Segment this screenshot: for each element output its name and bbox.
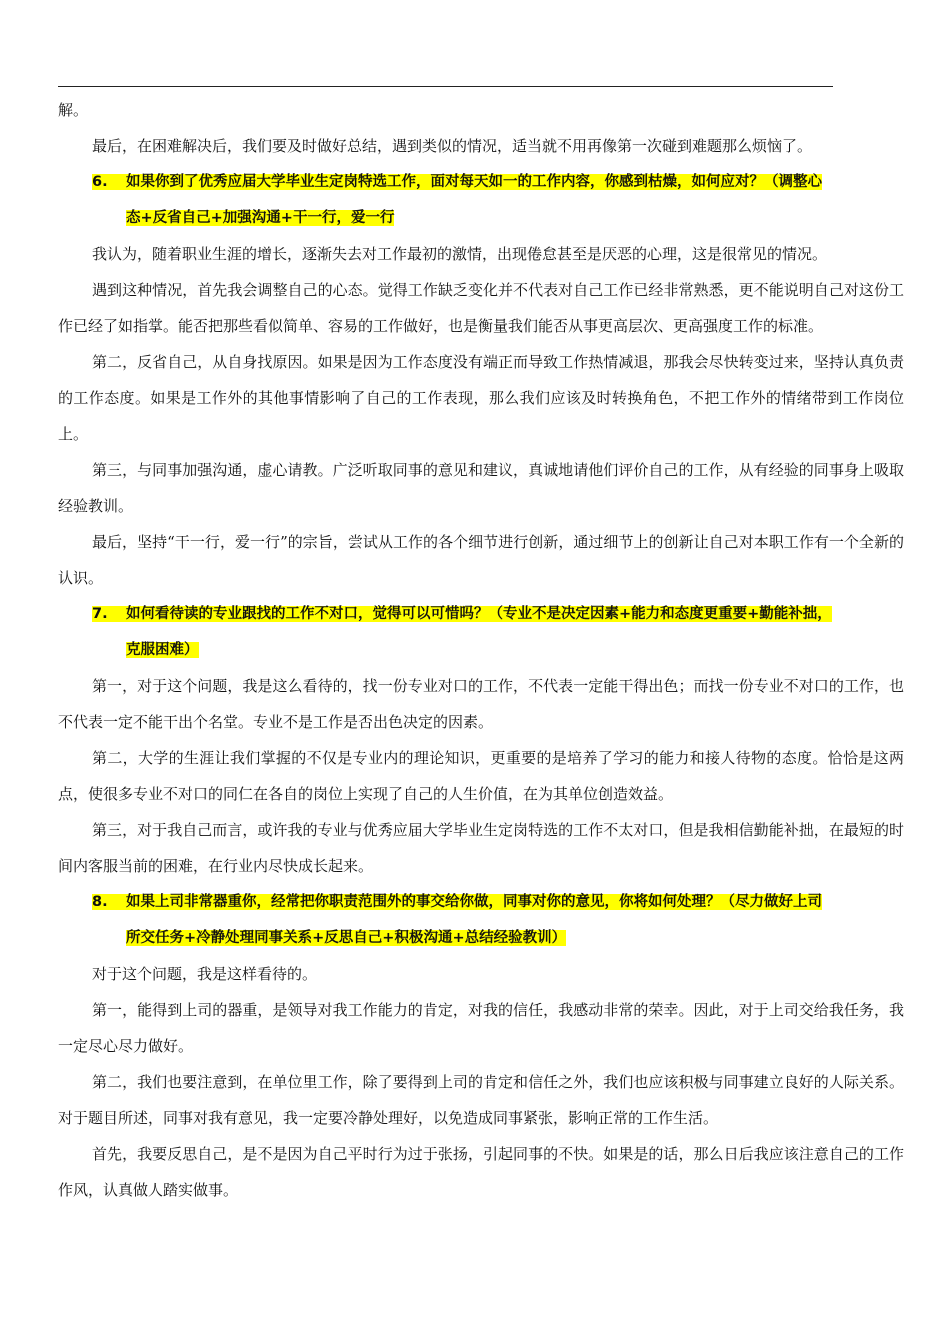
paragraph: 第三，与同事加强沟通，虚心请教。广泛听取同事的意见和建议，真诚地请他们评价自己的工作，从有经验的同事身上吸取经验教训。 bbox=[58, 461, 904, 515]
question-text-line2: 所交任务+冷静处理同事关系+反思自己+积极沟通+总结经验教训） bbox=[126, 930, 567, 946]
header-rule bbox=[58, 86, 833, 87]
question-number: 6. bbox=[92, 174, 108, 190]
paragraph: 第三，对于我自己而言，或许我的专业与优秀应届大学毕业生定岗特选的工作不太对口，但是我相信勤能补拙，在最短的时间内客服当前的困难，在行业内尽快成长起来。 bbox=[58, 821, 904, 875]
question-text-line1: 如果上司非常器重你，经常把你职责范围外的事交给你做，同事对你的意见，你将如何处理？（尽力做好上司 bbox=[126, 894, 822, 910]
paragraph: 解。 bbox=[58, 101, 89, 119]
paragraph: 最后，坚持“干一行，爱一行”的宗旨，尝试从工作的各个细节进行创新，通过细节上的创新让自己对本职工作有一个全新的认识。 bbox=[58, 533, 904, 587]
paragraph: 首先，我要反思自己，是不是因为自己平时行为过于张扬，引起同事的不快。如果是的话，那么日后我应该注意自己的工作作风，认真做人踏实做事。 bbox=[58, 1145, 904, 1199]
question-6-heading bbox=[58, 164, 904, 236]
paragraph: 第二，我们也要注意到，在单位里工作，除了要得到上司的肯定和信任之外，我们也应该积极与同事建立良好的人际关系。对于题目所述，同事对我有意见，我一定要冷静处理好，以免造成同事紧张，影响正常的工作生活。 bbox=[58, 1073, 904, 1127]
question-number: 7. bbox=[92, 606, 108, 622]
paragraph: 最后，在困难解决后，我们要及时做好总结，遇到类似的情况，适当就不用再像第一次碰到难题那么烦恼了。 bbox=[92, 137, 813, 155]
question-7-heading bbox=[58, 596, 904, 668]
document-body bbox=[58, 92, 904, 1208]
question-text-line2: 态+反省自己+加强沟通+干一行，爱一行 bbox=[126, 210, 395, 226]
paragraph: 第二，大学的生涯让我们掌握的不仅是专业内的理论知识，更重要的是培养了学习的能力和接人待物的态度。恰恰是这两点，使很多专业不对口的同仁在各自的岗位上实现了自己的人生价值，在为其单位创造效益。 bbox=[58, 749, 904, 803]
paragraph: 对于这个问题，我是这样看待的。 bbox=[92, 965, 318, 983]
question-number: 8. bbox=[92, 894, 108, 910]
paragraph: 第一，能得到上司的器重，是领导对我工作能力的肯定，对我的信任，我感动非常的荣幸。因此，对于上司交给我任务，我一定尽心尽力做好。 bbox=[58, 1001, 904, 1055]
paragraph: 第二，反省自己，从自身找原因。如果是因为工作态度没有端正而导致工作热情减退，那我会尽快转变过来，坚持认真负责的工作态度。如果是工作外的其他事情影响了自己的工作表现，那么我们应该及时转换角色，不把工作外的情绪带到工作岗位上。 bbox=[58, 353, 904, 443]
question-text-line1: 如何看待读的专业跟找的工作不对口，觉得可以可惜吗？（专业不是决定因素+能力和态度更重要+勤能补拙， bbox=[126, 606, 832, 622]
question-text-line2: 克服困难） bbox=[126, 642, 199, 658]
question-8-heading bbox=[58, 884, 904, 956]
paragraph: 遇到这种情况，首先我会调整自己的心态。觉得工作缺乏变化并不代表对自己工作已经非常熟悉，更不能说明自己对这份工作已经了如指掌。能否把那些看似简单、容易的工作做好，也是衡量我们能否从事更高层次、更高强度工作的标准。 bbox=[58, 281, 904, 335]
paragraph: 我认为，随着职业生涯的增长，逐渐失去对工作最初的激情，出现倦怠甚至是厌恶的心理，这是很常见的情况。 bbox=[92, 245, 828, 263]
paragraph: 第一，对于这个问题，我是这么看待的，找一份专业对口的工作，不代表一定能干得出色；而找一份专业不对口的工作，也不代表一定不能干出个名堂。专业不是工作是否出色决定的因素。 bbox=[58, 677, 904, 731]
question-text-line1: 如果你到了优秀应届大学毕业生定岗特选工作，面对每天如一的工作内容，你感到枯燥，如何应对？（调整心 bbox=[126, 174, 822, 190]
